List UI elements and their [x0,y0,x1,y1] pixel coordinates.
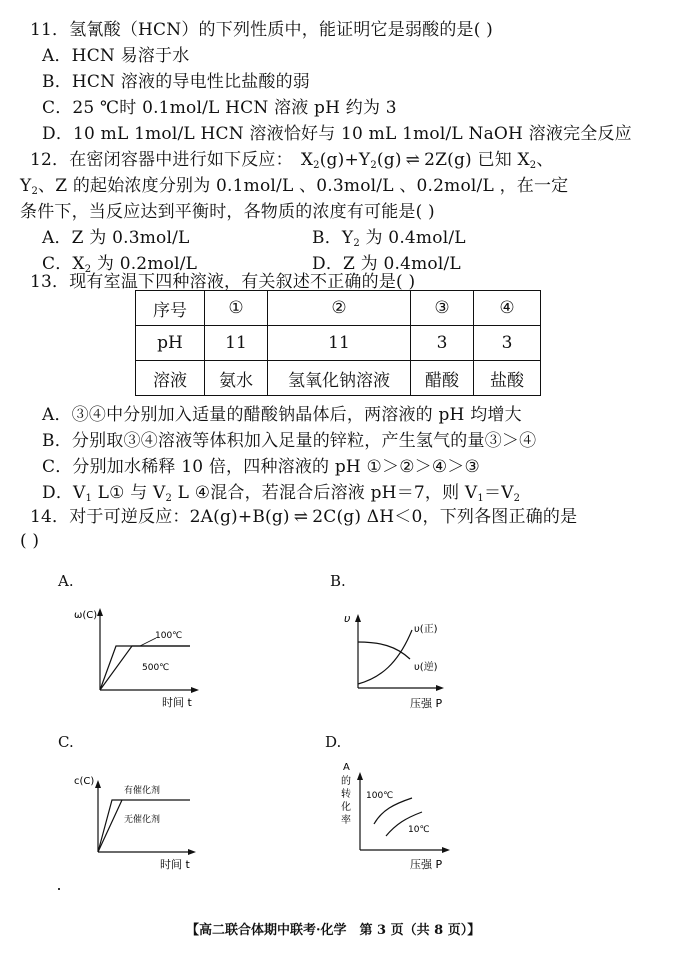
table-cell: 醋酸 [411,361,474,396]
table-cell: 11 [205,326,268,361]
q12-y: Y [20,176,32,196]
x-axis-label: 时间 t [160,858,190,870]
curve-label: 100℃ [366,791,394,801]
table-cell: 11 [268,326,411,361]
y-axis-label-char: 化 [341,802,351,813]
graph-b [340,604,470,712]
x-axis-arrow-icon [188,849,196,855]
graph-c [70,760,210,870]
table-cell: 溶液 [136,361,205,396]
y-axis-label-char: A [343,762,350,773]
q12-sub: 2 [370,160,377,171]
q14-stem-b: 2C(g) ΔH＜0，下列各图正确的是 [312,507,578,527]
y-axis-label: υ [344,612,351,625]
q12-option-d[interactable]: D．Z 为 0.4mol/L [312,254,461,274]
q12-option-b-pre: B．Y [312,228,354,248]
q11-option-d[interactable]: D．10 mL 1mol/L HCN 溶液恰好与 10 mL 1mol/L NaOH 溶液完全反应 [42,124,632,144]
q14-stem-line1 [30,507,577,527]
q13-option-d[interactable] [42,483,520,509]
q13-d-sub: 1 [477,493,484,504]
y-axis-arrow-icon [97,608,103,616]
q12-sub: 2 [31,186,38,197]
table-cell: 序号 [136,291,205,326]
y-axis-label-char: 转 [341,789,351,800]
graph-d [338,760,468,872]
table-cell: ① [205,291,268,326]
y-axis-label-char: 率 [341,815,351,826]
curve-reverse [358,630,412,684]
table-row [136,291,541,326]
q14-stem-line2: ( ) [20,531,40,551]
q12-stem-line3: 条件下，当反应达到平衡时，各物质的浓度有可能是( ) [20,202,435,222]
q11-option-c[interactable]: C．25 ℃时 0.1mol/L HCN 溶液 pH 约为 3 [42,98,397,118]
q12-option-a[interactable]: A．Z 为 0.3mol/L [42,228,190,248]
q11-option-b[interactable]: B．HCN 溶液的导电性比盐酸的弱 [42,72,311,92]
q13-stem: 13．现有室温下四种溶液，有关叙述不正确的是( ) [30,272,416,292]
q12-eq-mid1: (g)+Y [319,150,371,170]
q13-option-c[interactable]: C．分别加水稀释 10 倍，四种溶液的 pH ①＞②＞④＞③ [42,457,480,477]
q12-stem-line2 [20,176,568,202]
table-cell: 3 [474,326,541,361]
q14-option-d-label[interactable]: D. [325,733,342,751]
table-cell: ④ [474,291,541,326]
q12-stem-line1 [30,150,554,176]
y-axis-arrow-icon [355,614,361,622]
curve-label: υ(逆) [414,662,438,673]
stray-dot [58,888,60,890]
curve-label: 100℃ [155,631,183,641]
graph-a [70,600,210,710]
table-cell: ② [268,291,411,326]
q14-option-a-label[interactable]: A. [58,572,74,590]
curve-label: υ(正) [414,624,438,635]
y-axis-label-char: 的 [341,776,351,787]
q12-sub: 2 [529,160,537,171]
q13-solution-table [135,290,541,396]
curve-catalyst [98,800,190,852]
x-axis-arrow-icon [436,685,444,691]
q13-option-b[interactable]: B．分别取③④溶液等体积加入足量的锌粒，产生氢气的量③＞④ [42,431,537,451]
q13-d-rest: L ④混合，若混合后溶液 pH＝7，则 V [172,483,478,503]
x-axis-arrow-icon [191,687,199,693]
q13-d-v: D．V [42,483,86,503]
q13-d-eq: ＝V [483,483,514,503]
q12-sub: 2 [353,238,360,249]
q13-option-a[interactable]: A．③④中分别加入适量的醋酸钠晶体后，两溶液的 pH 均增大 [42,405,522,425]
curve-label: 500℃ [142,663,170,673]
x-axis-label: 压强 P [410,858,443,871]
table-cell: 氢氧化钠溶液 [268,361,411,396]
q11-stem: 11．氢氰酸（HCN）的下列性质中，能证明它是弱酸的是( ) [30,20,494,40]
curve-label: 有催化剂 [124,786,161,796]
q14-option-b-label[interactable]: B. [330,572,346,590]
x-axis-arrow-icon [442,847,450,853]
curve-label: 10℃ [408,825,430,835]
q12-option-b-post: 为 0.4mol/L [359,228,466,248]
q11-option-a[interactable]: A．HCN 易溶于水 [42,46,190,66]
table-row [136,361,541,396]
curve-label: 无催化剂 [124,815,161,825]
leader-line [140,638,156,646]
q13-d-sub: 2 [165,493,173,504]
table-cell: pH [136,326,205,361]
q12-eq-end: 、 [536,150,554,170]
page-footer: 【高二联合体期中联考·化学 第 3 页（共 8 页）】 [186,923,481,938]
curve-100c [374,798,412,824]
q12-eq-mid2: (g) [376,150,402,170]
y-axis-arrow-icon [357,772,363,780]
x-axis-label: 时间 t [162,696,192,709]
q13-d-sub: 2 [513,493,521,504]
q12-eq-right: 2Z(g) 已知 X [424,150,530,170]
q12-eq-x: X [300,150,314,170]
q13-d-mid: L① 与 V [92,483,166,503]
y-axis-arrow-icon [95,780,101,788]
y-axis-label: c(C) [74,776,95,787]
q12-stem-text: 12．在密闭容器中进行如下反应： [30,150,293,170]
q14-option-c-label[interactable]: C. [58,733,74,751]
table-cell: 3 [411,326,474,361]
q12-sub: 2 [84,264,92,275]
table-cell: 盐酸 [474,361,541,396]
table-row [136,326,541,361]
equilibrium-arrow-icon: ⇌ [405,150,421,170]
q13-d-sub: 1 [85,493,93,504]
x-axis-label: 压强 P [410,697,443,710]
table-cell: ③ [411,291,474,326]
equilibrium-arrow-icon: ⇌ [293,507,309,527]
q12-sub: 2 [313,160,320,171]
q12-option-c-post: 为 0.2mol/L [91,254,198,274]
q12-option-c-pre: C．X [42,254,85,274]
q12-option-b[interactable] [312,228,466,254]
table-cell: 氨水 [205,361,268,396]
q14-stem-a: 14．对于可逆反应：2A(g)+B(g) [30,507,290,527]
y-axis-label: ω(C) [74,610,98,621]
q12-line2-rest: 、Z 的起始浓度分别为 0.1mol/L 、0.3mol/L 、0.2mol/L ，在一定 [38,176,569,196]
